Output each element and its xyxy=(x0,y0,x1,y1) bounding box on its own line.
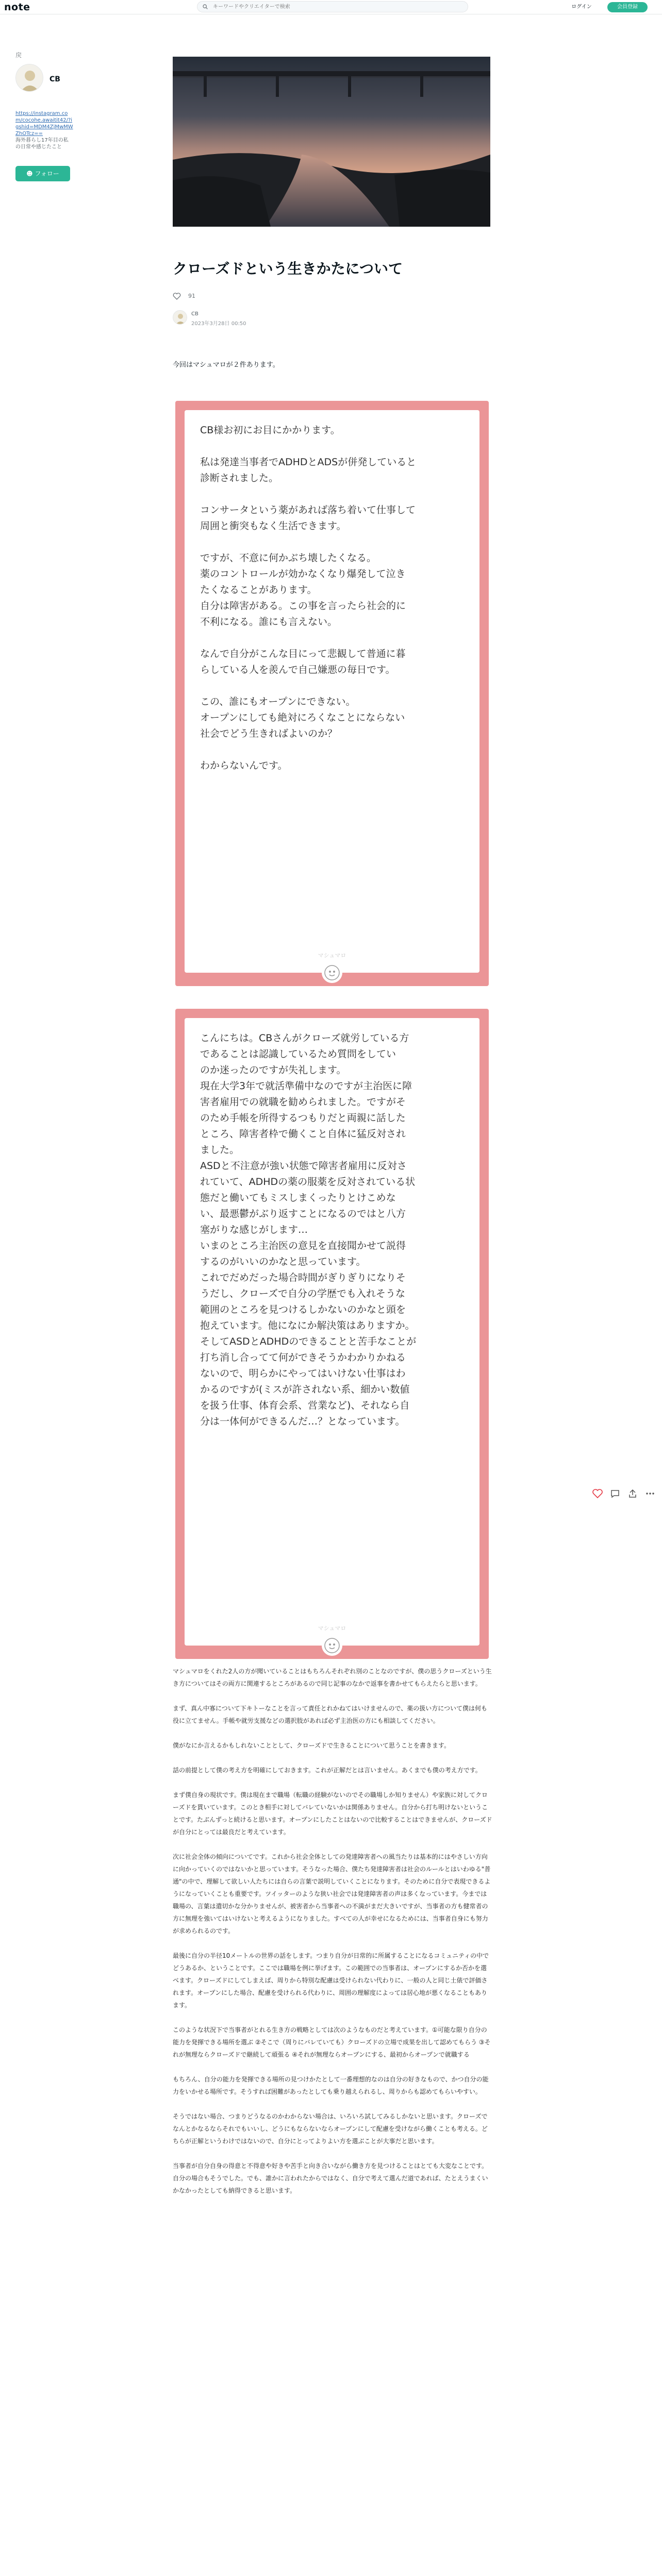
message-line: ところ、障害者枠で働くこと自体に猛反対され xyxy=(200,1128,406,1140)
article-body xyxy=(173,1665,492,2209)
body-paragraph: 次に社会全体の傾向についてです。これから社会全体としての発達障害者への風当たりは基本的にはやさしい方向に向かっていくのではないかと思っています。そうなった場合、僕たち発達障害者は社会のルールとはいわゆる"普通"の中で、理解して欲しい人たちには自らの言葉で説明していくことになります。そのために自分で表現できるようになっていくことも重要です。ツイッターのような狭い社会では発達障害者の声は多くなっています。今までは職場の、言葉は遣切かな分かりませんが、被害者から当事者への不満がまだ大きいですが、当事者の方も健常者の方に無理を強いてはいけないと考えるようになりました。すべての人が幸せになるためには、当事者自身にも努力が求められるのです。 xyxy=(173,1853,491,1935)
message-line: 薬のコントロールが効かなくなり爆発して泣き xyxy=(200,568,406,580)
back-link[interactable]: 戻 xyxy=(15,52,22,59)
author-avatar[interactable] xyxy=(173,310,187,325)
message-line: 塞がりな感じがします… xyxy=(200,1224,308,1235)
author-info xyxy=(173,309,327,328)
more-icon[interactable] xyxy=(644,1488,656,1499)
marshmallow-icon xyxy=(324,1637,340,1654)
note-logo[interactable]: note xyxy=(4,2,30,13)
message-line: そしてASDとADHDのできることと苦手なことが xyxy=(200,1336,417,1347)
creator-description: 海外暮らし17年目の私の日常や感じたこと xyxy=(15,138,69,150)
body-paragraph: 僕がなにか言えるかもしれないこととして、クローズドで生きることについて思うことを書きます。 xyxy=(173,1742,450,1749)
message-line: 周囲と衝突もなく生活できます。 xyxy=(200,520,346,532)
body-paragraph: 最後に自分の半径10メートルの世界の話をします。つまり自分が日常的に所属することになるコミュニティの中でどうあるか、ということです。ここでは職場を例に挙げます。この範囲での当事者は、オープンにするか否かを選べます。クローズドにしてしまえば、周りから特別な配慮は受けられない代わりに、一般の人と同じ土俵で評価されます。オープンにした場合、配慮を受けられる代わりに、周囲の理解度によっては居心地が悪くなることもあります。 xyxy=(173,1952,489,2009)
message-line xyxy=(200,438,464,454)
floating-actions xyxy=(592,1488,659,1500)
share-icon[interactable] xyxy=(627,1488,638,1499)
search-icon xyxy=(203,4,208,9)
message-line: たくなることがあります。 xyxy=(200,584,317,596)
message-line: れていて、ADHDの薬の服薬を反対されている状 xyxy=(200,1176,416,1188)
message-line: 抱えています。他になにか解決策はありますか。 xyxy=(200,1320,415,1331)
message-line: オープンにしても絶対にろくなことにならない xyxy=(200,712,405,723)
like-count[interactable]: 91 xyxy=(188,293,195,299)
search-box[interactable] xyxy=(197,1,468,12)
creator-avatar[interactable] xyxy=(15,64,43,92)
creator-name[interactable]: CB xyxy=(49,75,60,83)
marshmallow-badge xyxy=(322,1635,342,1656)
message-line: であることは認識しているため質問をしてい xyxy=(200,1048,396,1060)
marshmallow-card-1 xyxy=(175,401,489,986)
body-paragraph: このような状況下で当事者がとれる生き方の戦略としては次のようなものだと考えています。①可能な限り自分の能力を発揮できる場所を選ぶ ②そこで（周りにバレていても）クローズドの立場で成果を出して認めてもらう ③それが無理ならクローズドで継続して頑張る ④それが無理ならオープンにする、最初からオープンで就職する xyxy=(173,2026,491,2058)
avatar-image xyxy=(16,64,43,92)
message-line: なんで自分がこんな目にって悲観して普通に暮 xyxy=(200,648,406,659)
heart-icon[interactable] xyxy=(592,1488,603,1499)
body-paragraph: 話の前提として僕の考え方を明確にしておきます。これが正解だとは言いません。あくまでも僕の考え方です。 xyxy=(173,1767,482,1774)
body-paragraph: 当事者が自分自身の得意と不得意や好きや苦手と向き合いながら働き方を見つけることはとても大変なことです。自分の場合もそうでした。でも、誰かに言われたからではなく、自分で考えて選んだ道であれば、たとえうまくいかなかったとしても納得できると思います。 xyxy=(173,2162,488,2194)
marshmallow-message-1 xyxy=(185,410,479,973)
like-bar xyxy=(173,292,276,302)
message-line: するのがいいのかなと思っています。 xyxy=(200,1256,366,1267)
message-line: ASDと不注意が強い状態で障害者雇用に反対さ xyxy=(200,1160,407,1172)
message-line: 社会でどう生きればよいのか？ xyxy=(200,728,338,739)
comment-icon[interactable] xyxy=(609,1488,621,1499)
message-line: これでだめだった場合時間がぎりぎりになりそ xyxy=(200,1272,406,1283)
message-line: ですが、不意に何かぶち壊したくなる。 xyxy=(200,552,377,564)
message-line: この、誰にもオープンにできない。 xyxy=(200,696,356,707)
message-line: ないので、明らかにやってはいけない仕事はわ xyxy=(200,1368,406,1379)
heart-icon[interactable] xyxy=(173,292,181,300)
message-line: 分は一体何ができるんだ…？となっています。 xyxy=(200,1416,405,1427)
login-button[interactable]: ログイン xyxy=(571,4,592,10)
message-line: いまのところ主治医の意見を直接聞かせて説得 xyxy=(200,1240,406,1251)
person-add-icon: ☻ xyxy=(26,170,35,177)
marshmallow-watermark: マシュマロ xyxy=(318,952,346,959)
message-line: CB様お初にお目にかかります。 xyxy=(200,425,340,436)
body-paragraph: そうではない場合、つまりどうなるのかわからない場合は、いろいろ試してみるしかないと思います。クローズでなんとかなるならそれでもいいし、どうにもならないならオープンにして配慮を受けながら働くことも考える。どちらが正解というわけではないので、自分にとってよりよい方を選ぶことが大事だと思います。 xyxy=(173,2113,488,2145)
header-image xyxy=(173,57,490,227)
marshmallow-icon xyxy=(324,964,340,981)
message-line: うだし、クローズで自分の学歴でも入れそうな xyxy=(200,1288,406,1299)
message-line: わからないんです。 xyxy=(200,760,288,771)
message-line xyxy=(200,534,464,550)
publish-date: 2023年3月28日 00:50 xyxy=(191,321,246,327)
body-paragraph: まず、真ん中寡について下キトーなことを言って責任とれかねてはいけませんので、薬の扱い方について僕は何も役に立てません。手帳や就労支援などの選択肢があれば必ず主治医の方にも相談してください。 xyxy=(173,1705,488,1724)
message-line: 自分は障害がある。この事を言ったら社会的に xyxy=(200,600,406,612)
body-paragraph: まず僕自身の現状です。僕は現在まで職場（転職の経験がないのでその職場しか知りません）や家族に対してクローズドを貫いています。このとき相手に対してバレていないかは関係ありません。自分から打ち明けないということです。たぶんずっと続けると思います。オープンにしたことはないので比較することはできませんが、クローズドが自分にとっては最良だと考えています。 xyxy=(173,1791,492,1836)
site-header xyxy=(0,0,662,14)
message-line: こんにちは。CBさんがクローズ就労している方 xyxy=(200,1032,409,1044)
message-line: 診断されました。 xyxy=(200,472,279,484)
message-line: 私は発達当事者でADHDとADSが併発していると xyxy=(200,456,417,468)
body-paragraph: もちろん、自分の能力を発揮できる場所の見つけかたとして一番理想的なのは自分の好きなもので、かつ自分の能力をいかせる場所です。そうすれば困難があったとしても乗り越えられるし、周りからも認めてもらいやすい。 xyxy=(173,2076,489,2095)
message-line: い、最悪鬱がぶり返すことになるのではと八方 xyxy=(200,1208,406,1219)
creator-profile-link[interactable]: https://instagram.com/cocohe.awaitit42/?igshid=MDM4ZjMwMWZhOTcz== xyxy=(15,111,73,137)
body-paragraph: マシュマロをくれた2人の方が聞いていることはもちろんそれぞれ別のことなのですが、僕の思うクローズという生き方についてはその両方に関連するところがあるので同じ記事のなかで返事を書かせてもらえたらと思います。 xyxy=(173,1668,492,1687)
article-title: クローズドという生きかたについて xyxy=(173,260,403,277)
marshmallow-card-2 xyxy=(175,1009,489,1659)
signup-button[interactable]: 会員登録 xyxy=(607,2,648,12)
follow-button[interactable] xyxy=(15,166,70,181)
article-lead: 今回はマシュマロが２件あります。 xyxy=(173,361,279,369)
message-line: 範囲のところを見つけるしかないのかなと頭を xyxy=(200,1304,406,1315)
message-line xyxy=(200,486,464,502)
message-line: コンサータという薬があれば落ち着いて仕事して xyxy=(200,504,416,516)
message-line: のか迷ったのですが失礼します。 xyxy=(200,1064,346,1076)
message-line: らしている人を羨んで自己嫌悪の毎日です。 xyxy=(200,664,395,675)
follow-label: フォロー xyxy=(35,170,59,177)
message-line: 害者雇用での就職を勧められました。ですがそ xyxy=(200,1096,406,1108)
message-line xyxy=(200,630,464,646)
message-line xyxy=(200,742,464,758)
search-input[interactable] xyxy=(213,3,460,11)
message-line: 不利になる。誰にも言えない。 xyxy=(200,616,338,628)
message-line: のため手帳を所得するつもりだと両親に話した xyxy=(200,1112,406,1124)
message-line: かるのですが(ミスが許されない系、細かい数値 xyxy=(200,1384,410,1395)
message-line: を扱う仕事、体育会系、営業など)、それなら自 xyxy=(200,1400,410,1411)
sunset-river-photo xyxy=(173,57,490,227)
author-name[interactable]: CB xyxy=(191,311,198,317)
marshmallow-badge xyxy=(322,962,342,983)
marshmallow-message-2 xyxy=(185,1018,479,1646)
message-line xyxy=(200,678,464,694)
message-line: ました。 xyxy=(200,1144,240,1156)
message-line: 打ち消し合ってて何ができそうかわかりかねる xyxy=(200,1352,406,1363)
message-line: 現在大学3年で就活準備中なのですが主治医に障 xyxy=(200,1080,412,1092)
marshmallow-watermark: マシュマロ xyxy=(318,1625,346,1632)
message-line: 態だと働いてもミスしまくったりとけこめな xyxy=(200,1192,396,1204)
author-avatar-image xyxy=(173,311,187,325)
